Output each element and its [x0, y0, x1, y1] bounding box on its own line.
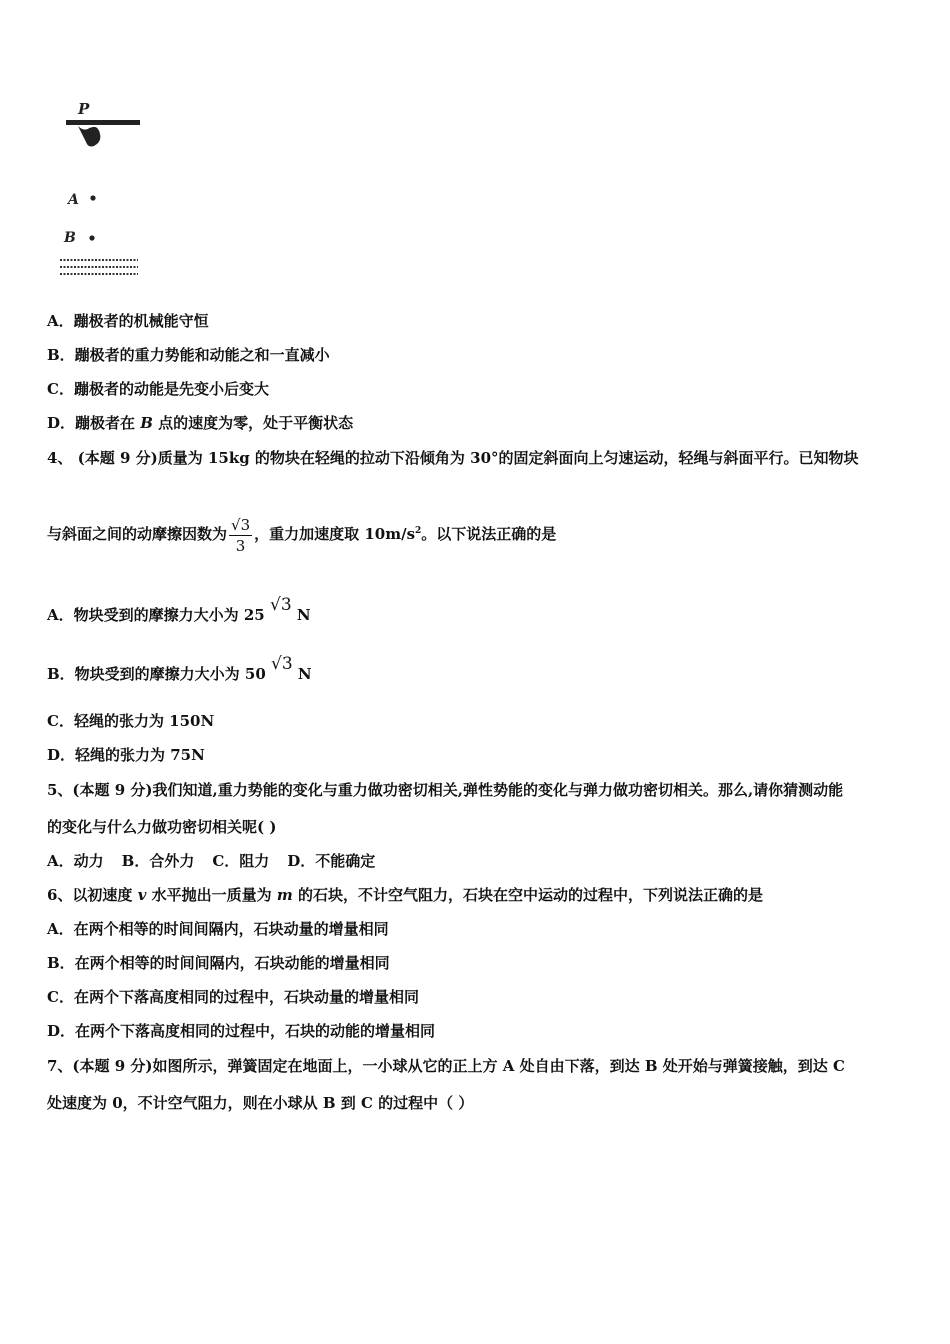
q5-options — [47, 851, 375, 871]
q6-stem — [47, 885, 763, 905]
q4-stem-sup: 2 — [415, 526, 422, 536]
q3-option-d — [47, 413, 353, 433]
q4-stem-mid: ，重力加速度取 10m/s — [254, 525, 416, 543]
q5-option-a: A．动力 — [47, 852, 104, 870]
q3-option-d-post: 点的速度为零，处于平衡状态 — [158, 414, 354, 432]
q4-stem-post: 。以下说法正确的是 — [421, 525, 557, 543]
q6-option-d: D．在两个下落高度相同的过程中，石块的动能的增量相同 — [47, 1022, 436, 1040]
bungee-figure — [60, 98, 150, 287]
q3-option-d-var: B — [140, 414, 153, 432]
mu-numerator: √3 — [231, 515, 251, 534]
q4-option-a — [47, 595, 311, 625]
q4-option-b-sqrt: √3 — [271, 654, 293, 674]
bungee-diagram — [60, 98, 150, 283]
mu-fraction — [229, 515, 252, 556]
q4-stem-line1: 4、 (本题 9 分)质量为 15kg 的物块在轻绳的拉动下沿倾角为 30°的固定斜面向上匀速运动，轻绳与斜面平行。已知物块 — [47, 449, 859, 467]
q6-var-m: m — [276, 886, 293, 904]
q4-stem-line2 — [47, 510, 556, 556]
platform — [66, 120, 140, 125]
q5-option-d: D．不能确定 — [287, 852, 376, 870]
q5-option-c: C．阻力 — [212, 852, 270, 870]
q6-option-b: B．在两个相等的时间间隔内，石块动能的增量相同 — [47, 954, 390, 972]
label-a: A — [68, 192, 79, 208]
water-surface — [60, 260, 138, 274]
label-b: B — [64, 230, 76, 246]
q4-option-a-sqrt: √3 — [269, 595, 292, 615]
q4-option-b-unit: N — [297, 665, 312, 683]
q7-stem-line2: 处速度为 0，不计空气阻力，则在小球从 B 到 C 的过程中（ ） — [47, 1094, 474, 1112]
q4-option-a-unit: N — [296, 606, 311, 624]
point-a — [90, 195, 95, 200]
q4-option-d: D．轻绳的张力为 75N — [47, 746, 205, 764]
q4-option-b-pre: B．物块受到的摩擦力大小为 50 — [47, 665, 266, 683]
q4-option-c: C．轻绳的张力为 150N — [47, 712, 215, 730]
q6-var-v: v — [137, 886, 147, 904]
q3-option-a: A．蹦极者的机械能守恒 — [47, 312, 209, 330]
q6-stem-pre: 6、以初速度 — [47, 886, 133, 904]
q7-stem-line1: 7、(本题 9 分)如图所示，弹簧固定在地面上，一小球从它的正上方 A 处自由下落，到达 B 处开始与弹簧接触，到达 C — [47, 1057, 845, 1075]
q6-stem-post: 的石块，不计空气阻力，石块在空中运动的过程中，下列说法正确的是 — [298, 886, 764, 904]
q6-option-c: C．在两个下落高度相同的过程中，石块动量的增量相同 — [47, 988, 419, 1006]
q4-option-a-pre: A．物块受到的摩擦力大小为 25 — [47, 606, 265, 624]
q5-stem-line1: 5、(本题 9 分)我们知道,重力势能的变化与重力做功密切相关,弹性势能的变化与弹力做功密切相关。那么,请你猜测动能 — [47, 781, 844, 799]
q5-stem-line2: 的变化与什么力做功密切相关呢( ) — [47, 818, 277, 836]
label-p: P — [78, 100, 90, 118]
q4-stem-pre: 与斜面之间的动摩擦因数为 — [47, 525, 228, 543]
q3-option-c: C．蹦极者的动能是先变小后变大 — [47, 380, 269, 398]
q5-option-b: B．合外力 — [121, 852, 195, 870]
q6-stem-mid: 水平抛出一质量为 — [151, 886, 272, 904]
q3-option-d-pre: D．蹦极者在 — [47, 414, 136, 432]
mu-denominator: 3 — [235, 536, 246, 555]
q3-option-b: B．蹦极者的重力势能和动能之和一直减小 — [47, 346, 330, 364]
point-b — [89, 235, 94, 240]
q6-option-a: A．在两个相等的时间间隔内，石块动量的增量相同 — [47, 920, 389, 938]
q4-option-b — [47, 654, 312, 684]
